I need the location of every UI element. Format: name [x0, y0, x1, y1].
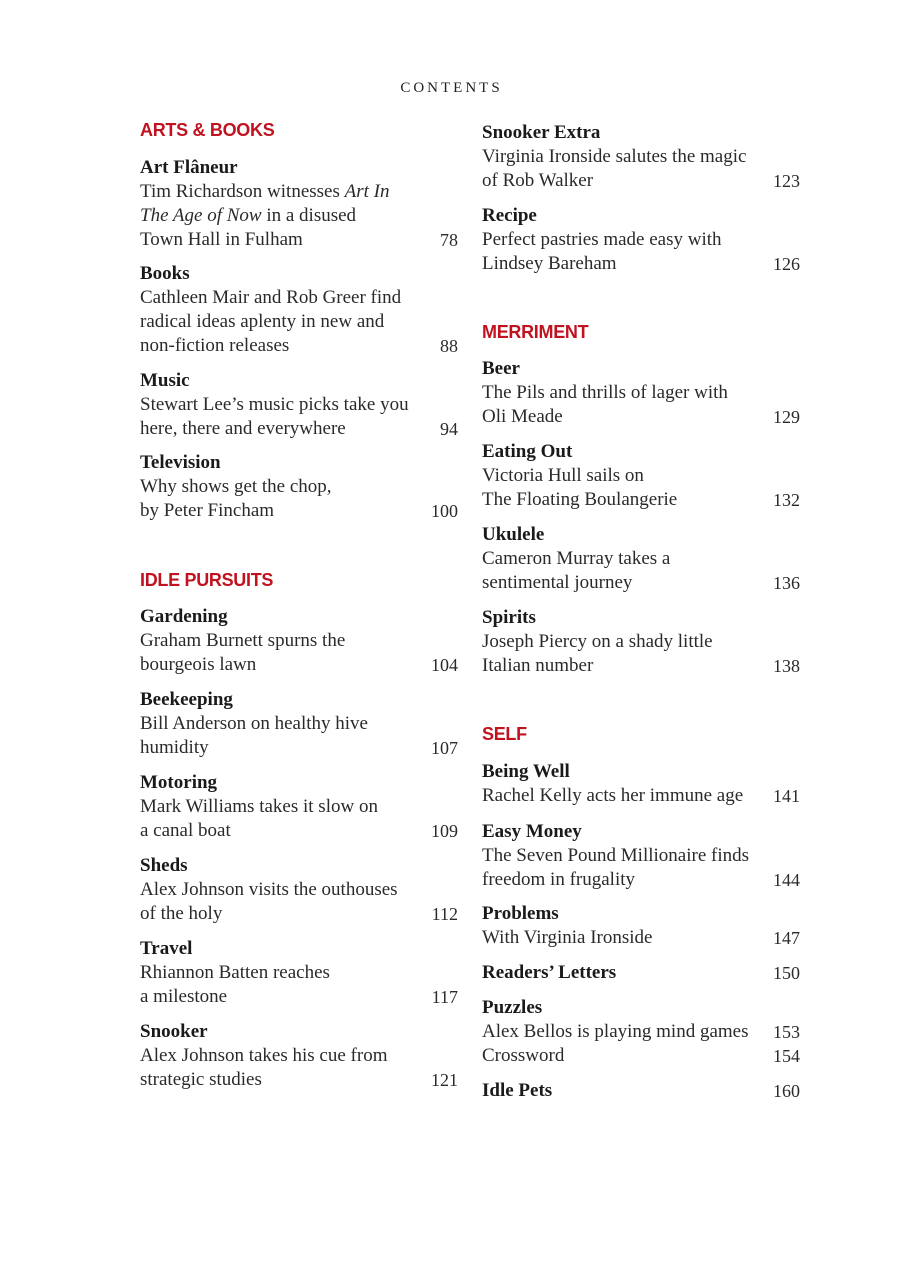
- entry-problems[interactable]: [482, 902, 800, 950]
- page-number: 126: [773, 254, 800, 274]
- entry-description: by Peter Fincham 100: [140, 500, 458, 521]
- entry-description: Cameron Murray takes a: [482, 548, 671, 569]
- entry-description: Bill Anderson on healthy hive: [140, 713, 368, 734]
- entry-television[interactable]: [140, 451, 458, 523]
- entry-description: freedom in frugality 144: [482, 869, 800, 890]
- entry-title: Travel: [140, 938, 193, 959]
- entry-description: The Seven Pound Millionaire finds: [482, 845, 750, 866]
- section-heading-arts-books: ARTS & BOOKS: [140, 120, 275, 140]
- entry-title: Beekeeping: [140, 689, 233, 710]
- entry-music[interactable]: [140, 369, 458, 441]
- entry-sheds[interactable]: [140, 854, 458, 926]
- entry-description: Perfect pastries made easy with: [482, 229, 722, 250]
- entry-description: Alex Johnson takes his cue from: [140, 1045, 388, 1066]
- entry-title: Snooker: [140, 1021, 208, 1042]
- entry-description: of the holy 112: [140, 903, 458, 924]
- entry-recipe[interactable]: [482, 204, 800, 276]
- entry-description: sentimental journey 136: [482, 572, 800, 593]
- entry-title: Gardening: [140, 606, 228, 627]
- entry-description: Alex Johnson visits the outhouses: [140, 879, 398, 900]
- entry-description: The Pils and thrills of lager with: [482, 382, 728, 403]
- page-number: 144: [773, 870, 800, 890]
- entry-being-well[interactable]: [482, 760, 800, 808]
- entry-description: bourgeois lawn 104: [140, 654, 458, 675]
- entry-description: Rachel Kelly acts her immune age 141: [482, 785, 800, 806]
- entry-title: Art Flâneur: [140, 157, 238, 178]
- entry-title: Problems: [482, 903, 559, 924]
- entry-description: a canal boat 109: [140, 820, 458, 841]
- entry-description: Victoria Hull sails on: [482, 465, 644, 486]
- entry-description: Virginia Ironside salutes the magic: [482, 146, 747, 167]
- entry-description: here, there and everywhere 94: [140, 418, 458, 439]
- entry-description: Why shows get the chop,: [140, 476, 332, 497]
- entry-description: Crossword 154: [482, 1045, 800, 1066]
- entry-art-flaneur[interactable]: [140, 156, 458, 252]
- entry-description: The Floating Boulangerie 132: [482, 489, 800, 510]
- entry-title: Motoring: [140, 772, 218, 793]
- entry-description: Graham Burnett spurns the: [140, 630, 346, 651]
- entry-readers-letters[interactable]: [482, 961, 800, 985]
- page-number: 136: [773, 573, 800, 593]
- entry-title: Music: [140, 370, 190, 391]
- entry-description: humidity 107: [140, 737, 458, 758]
- entry-title: Recipe: [482, 205, 537, 226]
- entry-description: Alex Bellos is playing mind games 153: [482, 1021, 800, 1042]
- entry-title: Easy Money: [482, 821, 582, 842]
- entry-title: Books: [140, 263, 190, 284]
- entry-description: non-fiction releases 88: [140, 335, 458, 356]
- entry-description: Town Hall in Fulham 78: [140, 229, 458, 250]
- page-number: 121: [431, 1070, 458, 1090]
- entry-description: of Rob Walker 123: [482, 170, 800, 191]
- entry-books[interactable]: [140, 262, 458, 358]
- entry-easy-money[interactable]: [482, 820, 800, 892]
- entry-title-row: Readers’ Letters 150: [482, 962, 800, 983]
- page-number: 100: [431, 501, 458, 521]
- page-number: 147: [773, 928, 800, 948]
- entry-spirits[interactable]: [482, 606, 800, 678]
- page-number: 78: [440, 230, 458, 250]
- section-heading-merriment: MERRIMENT: [482, 322, 589, 342]
- entry-title: Eating Out: [482, 441, 573, 462]
- entry-description: With Virginia Ironside 147: [482, 927, 800, 948]
- page-number: 132: [773, 490, 800, 510]
- entry-title: Being Well: [482, 761, 570, 782]
- entry-motoring[interactable]: [140, 771, 458, 843]
- entry-beekeeping[interactable]: [140, 688, 458, 760]
- entry-travel[interactable]: [140, 937, 458, 1009]
- page-number: 138: [773, 656, 800, 676]
- entry-title: Spirits: [482, 607, 536, 628]
- page-number: 153: [773, 1022, 800, 1042]
- entry-description: Lindsey Bareham 126: [482, 253, 800, 274]
- page-number: 107: [431, 738, 458, 758]
- page-title: CONTENTS: [400, 80, 503, 96]
- section-heading-self: SELF: [482, 724, 527, 744]
- page-number: 94: [440, 419, 458, 439]
- entry-description: Joseph Piercy on a shady little: [482, 631, 713, 652]
- entry-title: Ukulele: [482, 524, 545, 545]
- entry-description: strategic studies 121: [140, 1069, 458, 1090]
- entry-description: Oli Meade 129: [482, 406, 800, 427]
- page-number: 154: [773, 1046, 800, 1066]
- page-number: 112: [431, 904, 458, 924]
- entry-snooker[interactable]: [140, 1020, 458, 1092]
- entry-title-row: Idle Pets 160: [482, 1080, 800, 1101]
- section-heading-idle-pursuits: IDLE PURSUITS: [140, 570, 274, 590]
- entry-title: Sheds: [140, 855, 188, 876]
- entry-title: Snooker Extra: [482, 122, 601, 143]
- page-number: 129: [773, 407, 800, 427]
- entry-eating-out[interactable]: [482, 440, 800, 512]
- entry-description: Mark Williams takes it slow on: [140, 796, 378, 817]
- entry-title: Television: [140, 452, 221, 473]
- page-number: 141: [773, 786, 800, 806]
- entry-puzzles[interactable]: [482, 996, 800, 1068]
- entry-description: Tim Richardson witnesses Art In: [140, 181, 390, 202]
- entry-description: Italian number 138: [482, 655, 800, 676]
- page-number: 123: [773, 171, 800, 191]
- entry-gardening[interactable]: [140, 605, 458, 677]
- entry-beer[interactable]: [482, 357, 800, 429]
- entry-description: The Age of Now in a disused: [140, 205, 357, 226]
- page-number: 109: [431, 821, 458, 841]
- entry-description: a milestone 117: [140, 986, 458, 1007]
- entry-idle-pets[interactable]: [482, 1079, 800, 1103]
- entry-description: radical ideas aplenty in new and: [140, 311, 385, 332]
- page-number: 150: [773, 963, 800, 983]
- entry-ukulele[interactable]: [482, 523, 800, 595]
- page-number: 117: [431, 987, 458, 1007]
- entry-title: Beer: [482, 358, 520, 379]
- entry-snooker-extra[interactable]: [482, 121, 800, 193]
- entry-description: Rhiannon Batten reaches: [140, 962, 330, 983]
- entry-description: Cathleen Mair and Rob Greer find: [140, 287, 402, 308]
- entry-description: Stewart Lee’s music picks take you: [140, 394, 409, 415]
- page-number: 88: [440, 336, 458, 356]
- page-number: 104: [431, 655, 458, 675]
- entry-title: Puzzles: [482, 997, 543, 1018]
- page-number: 160: [773, 1081, 800, 1101]
